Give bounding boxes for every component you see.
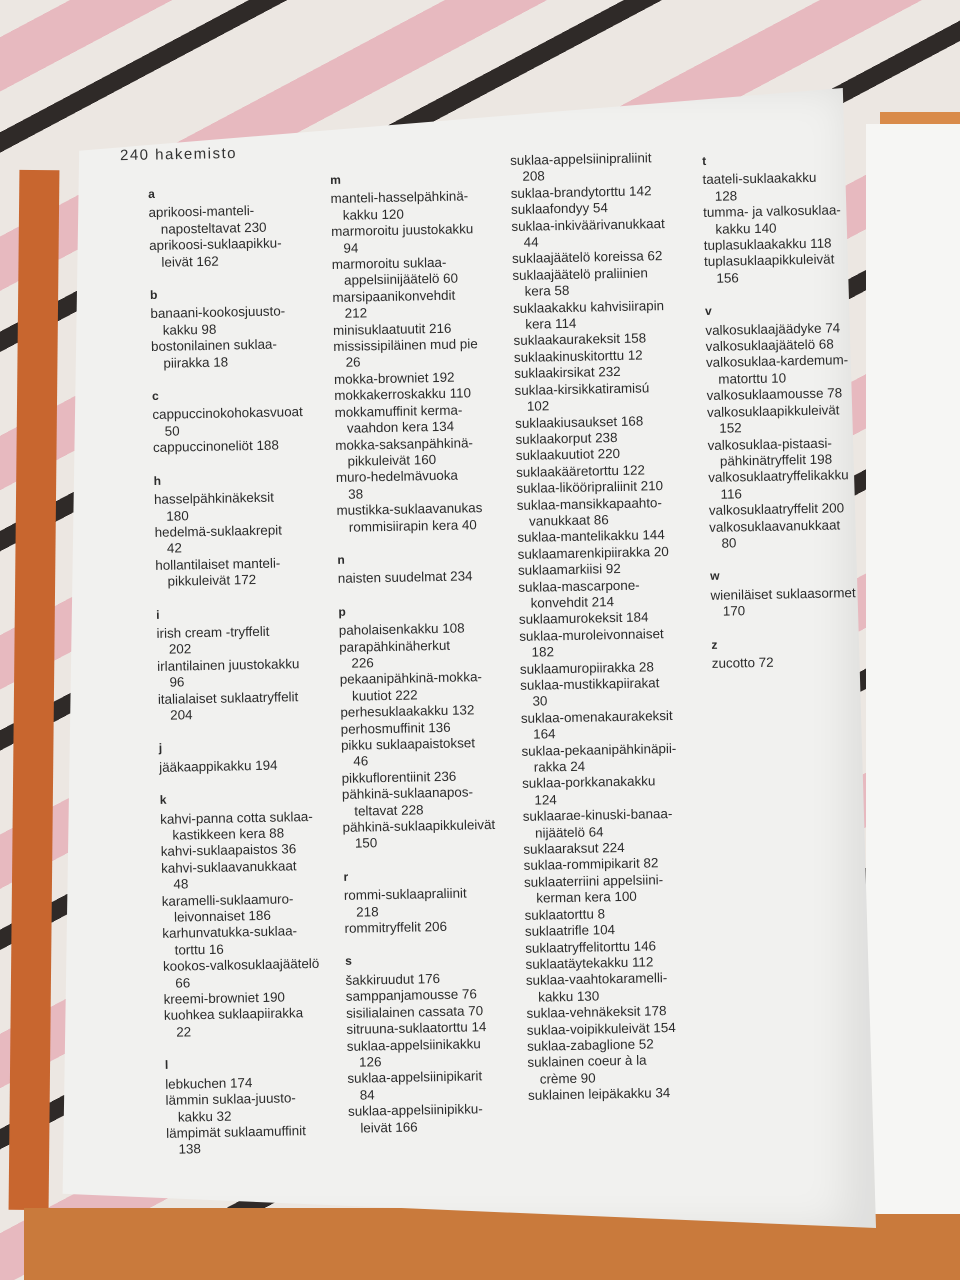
entry-line: suklaatäytekakku 112	[525, 954, 654, 972]
section-letter: b	[149, 287, 158, 303]
entry-line: hedelmä-suklaakrepit	[154, 522, 283, 540]
entry-line: valkosuklaatryffelit 200	[708, 500, 845, 519]
index-entry	[519, 625, 710, 661]
entry-line: suklaa-appelsiinikakku	[346, 1035, 481, 1054]
entry-line: suklaarae-kinuski-banaa-	[522, 806, 673, 825]
entry-line: aprikoosi-suklaapikku-	[149, 235, 282, 254]
entry-continuation: 44	[523, 234, 539, 250]
entry-line: suklaatryffelitorttu 146	[525, 937, 657, 956]
index-entry	[330, 188, 521, 224]
entry-continuation: kakku 98	[162, 321, 217, 338]
entry-line: kahvi-panna cotta suklaa-	[160, 808, 313, 827]
index-entry	[153, 437, 343, 457]
entry-line: sisilialainen cassata 70	[346, 1002, 484, 1021]
entry-line: valkosuklaajäätelö 68	[705, 336, 834, 355]
entry-line: pikku suklaapaistokset	[340, 735, 476, 753]
index-section	[705, 300, 900, 553]
entry-continuation: 170	[722, 603, 746, 619]
entry-line: italialaiset suklaatryffelit	[157, 688, 299, 707]
entry-line: pikkuflorentiinit 236	[341, 768, 457, 786]
entry-continuation: 116	[720, 486, 743, 502]
index-entry	[333, 335, 524, 371]
entry-continuation: leivät 166	[360, 1119, 418, 1136]
index-entry	[528, 1084, 718, 1104]
index-section	[343, 865, 534, 937]
index-entry	[702, 169, 893, 205]
entry-continuation: kera 58	[524, 283, 570, 299]
section-letter: k	[159, 792, 167, 808]
entry-continuation: nijäätelö 64	[534, 823, 604, 841]
section-letter: n	[337, 552, 345, 567]
entry-continuation: 46	[353, 753, 369, 770]
index-entry	[347, 1035, 538, 1071]
entry-line: banaani-kookosjuusto-	[150, 303, 286, 322]
entry-line: suklaa-appelsiinipikku-	[347, 1101, 483, 1119]
entry-line: wieniläiset suklaasormet	[710, 584, 856, 603]
index-section	[710, 565, 901, 621]
entry-continuation: 48	[173, 876, 189, 892]
entry-continuation: 102	[526, 398, 550, 414]
index-column-4	[702, 149, 902, 688]
entry-continuation: 164	[533, 726, 556, 742]
index-section	[337, 548, 528, 587]
index-entry	[704, 251, 895, 287]
entry-continuation: naposteltavat 230	[160, 219, 267, 237]
entry-continuation: kerman kera 100	[536, 888, 637, 906]
entry-continuation: 38	[348, 486, 364, 502]
index-entry	[344, 917, 534, 937]
index-entry	[151, 336, 342, 372]
entry-line: kahvi-suklaavanukkaat	[160, 858, 297, 876]
entry-line: mokka-browniet 192	[333, 369, 455, 387]
entry-continuation: vanukkaat 86	[528, 512, 609, 529]
index-entry	[152, 404, 343, 440]
index-entry	[521, 707, 712, 743]
entry-line: suklaakakku kahvisiirapin	[512, 297, 665, 316]
entry-continuation: 50	[164, 423, 180, 439]
entry-line: bostonilainen suklaa-	[150, 336, 278, 355]
entry-line: suklaa-appelsiinipikarit	[347, 1068, 483, 1087]
entry-line: minisuklaatuutit 216	[332, 320, 452, 338]
entry-continuation: kakku 130	[538, 988, 600, 1005]
index-entry	[707, 434, 898, 470]
index-section	[330, 168, 527, 536]
entry-line: marmoroitu juustokakku	[331, 221, 474, 240]
entry-line: jääkaappikakku 194	[159, 757, 278, 775]
entry-line: hasselpähkinäkeksit	[153, 489, 274, 508]
index-section	[165, 1053, 357, 1158]
section-letter: i	[156, 607, 160, 622]
entry-line: suklaa-muroleivonnaiset	[519, 625, 664, 644]
index-section	[711, 633, 902, 672]
entry-line: zucotto 72	[711, 654, 774, 671]
index-section	[345, 950, 538, 1137]
index-entry	[342, 816, 533, 852]
entry-line: suklainen coeur à la	[527, 1052, 647, 1071]
section-letter: h	[153, 473, 162, 488]
entry-line: cappuccinoneliöt 188	[152, 437, 279, 456]
entry-continuation: appelsiinijäätelö 60	[343, 271, 459, 289]
entry-line: marsipaanikonvehdit	[332, 287, 456, 305]
entry-line: suklaa-rommipikarit 82	[523, 855, 659, 874]
section-letter: r	[343, 869, 349, 884]
entry-line: suklaatrifle 104	[524, 922, 616, 939]
index-entry	[157, 655, 348, 691]
index-entry	[707, 401, 898, 437]
entry-continuation: 138	[178, 1141, 201, 1157]
index-entry	[163, 955, 354, 991]
entry-continuation: kakku 140	[715, 220, 777, 237]
entry-line: suklaa-vehnäkeksit 178	[526, 1003, 667, 1021]
entry-line: valkosuklaapikkuleivät	[706, 402, 840, 420]
entry-continuation: 152	[719, 420, 742, 436]
index-entry	[510, 149, 701, 185]
entry-line: suklaamarkiisi 92	[517, 561, 621, 579]
entry-line: suklaa-pekaanipähkinäpii-	[521, 740, 677, 759]
entry-line: suklaa-mustikkapiirakat	[520, 675, 660, 693]
entry-continuation: 126	[358, 1054, 382, 1070]
index-entry	[712, 652, 902, 672]
entry-continuation: 156	[716, 270, 739, 286]
entry-line: suklaakinuskitorttu 12	[513, 347, 643, 365]
entry-line: suklaamurokeksit 184	[518, 609, 649, 628]
index-entry	[710, 584, 901, 620]
entry-continuation: torttu 16	[174, 941, 224, 958]
entry-continuation: leivonnaiset 186	[173, 907, 271, 925]
entry-line: kookos-valkosuklaajäätelö	[162, 956, 320, 975]
index-section	[156, 603, 348, 724]
entry-line: suklaa-mascarpone-	[518, 577, 640, 595]
entry-line: cappuccinokohokasvuoat	[152, 404, 303, 423]
index-entry	[148, 202, 339, 238]
entry-line: mokka-saksanpähkinä-	[335, 434, 474, 453]
entry-continuation: 182	[531, 644, 555, 660]
section-letter: p	[338, 604, 346, 619]
entry-line: samppanjamousse 76	[345, 986, 477, 1005]
entry-line: mississipiläinen mud pie	[333, 336, 478, 355]
entry-continuation: 22	[176, 1024, 192, 1040]
index-entry	[520, 674, 711, 710]
page-header: 240 hakemisto	[119, 144, 238, 165]
index-section	[338, 600, 533, 853]
index-section	[702, 149, 895, 287]
entry-line: muro-hedelmävuoka	[335, 467, 459, 486]
index-section	[160, 788, 355, 1041]
index-entry	[514, 379, 705, 415]
index-entry	[336, 499, 527, 535]
index-entry	[703, 202, 894, 238]
entry-line: valkosuklaamousse 78	[706, 385, 843, 404]
entry-line: valkosuklaavanukkaat	[709, 516, 841, 535]
index-entry	[332, 286, 523, 322]
index-section	[154, 469, 346, 590]
index-entry	[335, 434, 526, 470]
entry-line: šakkiruudut 176	[345, 970, 441, 988]
index-entry	[706, 352, 897, 388]
index-entry	[336, 467, 527, 503]
index-entry	[517, 494, 708, 530]
entry-continuation: 202	[168, 641, 192, 658]
entry-line: suklaa-brandytorttu 142	[510, 183, 652, 201]
index-column-2	[330, 168, 539, 1152]
index-entry	[162, 923, 353, 959]
section-letter: t	[702, 153, 707, 168]
entry-continuation: 212	[344, 305, 368, 321]
index-entry	[347, 1067, 538, 1103]
index-entry	[155, 521, 346, 557]
index-entry	[526, 970, 717, 1006]
entry-line: kuohkea suklaapiirakka	[163, 1005, 304, 1024]
index-entry	[332, 253, 523, 289]
index-section	[148, 182, 340, 271]
entry-line: suklaa-voipikkuleivät 154	[526, 1019, 676, 1038]
entry-line: mustikka-suklaavanukas	[336, 500, 483, 519]
entry-line: tumma- ja valkosuklaa-	[703, 202, 841, 221]
entry-line: parapähkinäherkut	[338, 637, 451, 655]
index-entry	[166, 1122, 357, 1158]
index-entry	[338, 568, 528, 588]
entry-line: taateli-suklaakakku	[702, 170, 817, 188]
entry-line: naisten suudelmat 234	[337, 568, 473, 587]
section-letter: m	[330, 172, 341, 187]
entry-line: suklaakorput 238	[515, 429, 618, 447]
index-column-3	[510, 149, 719, 1120]
index-entry	[159, 756, 349, 776]
entry-continuation: 80	[721, 535, 737, 551]
section-letter: w	[709, 569, 720, 584]
entry-line: suklaa-vaahtokaramelli-	[525, 970, 668, 989]
entry-line: suklaamuropiirakka 28	[519, 658, 655, 677]
entry-line: lebkuchen 174	[165, 1074, 253, 1092]
entry-line: mokkamuffinit kerma-	[334, 402, 463, 420]
index-entry	[513, 297, 704, 333]
entry-continuation: kuutiot 222	[351, 687, 418, 704]
index-entry	[334, 401, 525, 437]
entry-line: suklaa-zabaglione 52	[527, 1036, 654, 1054]
entry-line: mokkakerroskakku 110	[334, 385, 472, 404]
index-entry	[709, 516, 900, 552]
index-entry	[344, 884, 535, 920]
entry-line: marmoroitu suklaa-	[331, 254, 447, 273]
entry-continuation: rommisiirapin kera 40	[348, 516, 477, 535]
entry-line: suklaatorttu 8	[524, 906, 606, 923]
index-entry	[339, 636, 530, 672]
entry-line: tuplasuklaapikkuleivät	[703, 251, 835, 270]
index-entry	[340, 669, 531, 705]
index-section	[152, 384, 343, 456]
entry-continuation: kakku 32	[177, 1108, 232, 1125]
entry-line: suklaajäätelö praliinien	[512, 265, 648, 283]
entry-continuation: 26	[345, 354, 361, 371]
index-entry	[154, 488, 345, 524]
entry-line: karhunvatukka-suklaa-	[162, 923, 298, 942]
index-entry	[156, 622, 347, 658]
index-entry	[521, 740, 712, 776]
index-entry	[527, 1052, 718, 1088]
entry-line: paholaisenkakku 108	[338, 620, 465, 639]
entry-line: valkosuklaajäädyke 74	[705, 320, 841, 338]
index-entry	[342, 783, 533, 819]
entry-line: tuplasuklaakakku 118	[703, 235, 832, 254]
index-entry	[523, 805, 714, 841]
entry-continuation: 150	[354, 835, 378, 852]
entry-line: suklaaterriini appelsiini-	[523, 872, 664, 890]
section-letter: z	[711, 637, 718, 652]
entry-line: suklaa-inkiväärivanukkaat	[511, 215, 665, 234]
index-entry	[522, 773, 713, 809]
entry-continuation: piirakka 18	[163, 354, 229, 371]
entry-continuation: 42	[166, 540, 183, 557]
entry-continuation: 226	[351, 655, 374, 671]
index-entry	[160, 808, 351, 844]
index-entry	[165, 1089, 356, 1125]
entry-continuation: teltavat 228	[354, 801, 424, 819]
index-entry	[149, 235, 340, 271]
index-entry	[708, 467, 899, 503]
index-entry	[155, 554, 346, 590]
index-entry	[524, 871, 715, 907]
entry-continuation: 94	[343, 240, 359, 256]
entry-continuation: rakka 24	[533, 758, 586, 775]
entry-continuation: konvehdit 214	[530, 594, 615, 611]
entry-line: pähkinä-suklaapikkuleivät	[342, 816, 496, 835]
entry-line: suklaakaurakeksit 158	[513, 330, 647, 349]
entry-line: kahvi-suklaapaistos 36	[160, 841, 297, 860]
index-entry	[158, 688, 349, 724]
index-entry	[511, 215, 702, 251]
entry-continuation: 124	[534, 792, 557, 808]
index-entry	[164, 1005, 355, 1041]
entry-line: suklaa-kirsikkatiramisú	[514, 380, 650, 398]
index-entry	[348, 1100, 539, 1136]
index-section	[150, 283, 342, 372]
entry-line: valkosuklaa-pistaasi-	[707, 435, 833, 453]
entry-continuation: 96	[169, 674, 185, 690]
index-entry	[150, 303, 341, 339]
entry-continuation: pikkuleivät 160	[347, 451, 437, 469]
entry-line: suklaamarenkipiirakka 20	[517, 543, 669, 562]
entry-continuation: 128	[714, 188, 738, 204]
entry-continuation: pähkinätryffelit 198	[719, 451, 833, 469]
entry-continuation: 180	[166, 507, 189, 524]
entry-line: suklaakuutiot 220	[515, 446, 621, 464]
entry-line: valkosuklaatryffelikakku	[708, 467, 849, 486]
entry-line: suklaafondyy 54	[510, 200, 608, 218]
index-entry	[518, 576, 709, 612]
entry-line: irlantilainen juustokakku	[157, 655, 300, 674]
index-entry	[161, 857, 352, 893]
entry-line: suklainen leipäkakku 34	[527, 1085, 671, 1103]
entry-continuation: kastikkeen kera 88	[172, 825, 285, 843]
entry-line: suklaaraksut 224	[523, 839, 625, 857]
entry-line: valkosuklaa-kardemum-	[705, 352, 849, 371]
index-column-1	[148, 182, 357, 1174]
index-entry	[341, 734, 532, 770]
entry-line: suklaa-mansikkapaahto-	[516, 494, 663, 513]
entry-line: perhesuklaakakku 132	[340, 702, 475, 721]
entry-line: karamelli-suklaamuro-	[161, 890, 294, 909]
section-letter: l	[164, 1058, 169, 1073]
index-section	[159, 737, 350, 776]
entry-line: aprikoosi-manteli-	[148, 203, 255, 221]
entry-continuation: 66	[175, 974, 191, 991]
entry-continuation: 30	[532, 693, 548, 710]
entry-continuation: 218	[356, 903, 379, 920]
index-entry	[512, 264, 703, 300]
entry-line: kreemi-browniet 190	[163, 989, 286, 1007]
entry-continuation: 204	[170, 707, 193, 723]
entry-line: suklaakirsikat 232	[514, 364, 621, 382]
entry-line: hollantilaiset manteli-	[155, 555, 281, 573]
entry-line: rommi-suklaapraliinit	[343, 885, 467, 904]
section-letter: a	[148, 186, 155, 201]
entry-line: manteli-hasselpähkinä-	[330, 188, 469, 207]
entry-continuation: vaahdon kera 134	[346, 418, 455, 436]
entry-continuation: 84	[359, 1087, 375, 1103]
entry-line: suklaa-mantelikakku 144	[517, 527, 665, 546]
entry-continuation: pikkuleivät 172	[167, 572, 257, 589]
section-letter: v	[704, 304, 712, 319]
index-section	[510, 149, 718, 1104]
index-entry	[331, 221, 522, 257]
entry-line: rommitryffelit 206	[344, 918, 448, 936]
entry-line: lämpimät suklaamuffinit	[166, 1123, 306, 1141]
entry-continuation: 208	[522, 168, 545, 185]
entry-continuation: matorttu 10	[718, 370, 787, 387]
entry-line: suklaa-appelsiinipraliinit	[510, 150, 652, 168]
section-letter: j	[158, 741, 163, 756]
entry-continuation: kera 114	[525, 315, 577, 332]
entry-line: suklaa-likööripraliinit 210	[516, 478, 664, 497]
entry-line: sitruuna-suklaatorttu 14	[346, 1019, 487, 1037]
entry-continuation: kakku 120	[342, 206, 405, 223]
index-entry	[162, 890, 353, 926]
entry-continuation: leivät 162	[161, 253, 219, 270]
entry-line: irish cream -tryffelit	[156, 623, 270, 641]
entry-line: perhosmuffinit 136	[340, 719, 451, 737]
section-letter: c	[151, 388, 159, 404]
entry-line: suklaakääretorttu 122	[515, 462, 646, 480]
entry-line: suklaa-porkkanakakku	[521, 773, 656, 792]
entry-line: suklaakiusaukset 168	[515, 412, 644, 431]
entry-line: lämmin suklaa-juusto-	[165, 1090, 296, 1108]
section-letter: s	[345, 954, 352, 969]
entry-line: pekaanipähkinä-mokka-	[339, 669, 483, 688]
entry-line: suklaa-omenakaurakeksit	[520, 707, 673, 726]
entry-continuation: crème 90	[539, 1070, 596, 1087]
entry-line: suklaajäätelö koreissa 62	[511, 248, 663, 267]
entry-line: pähkinä-suklaanapos-	[341, 784, 474, 803]
